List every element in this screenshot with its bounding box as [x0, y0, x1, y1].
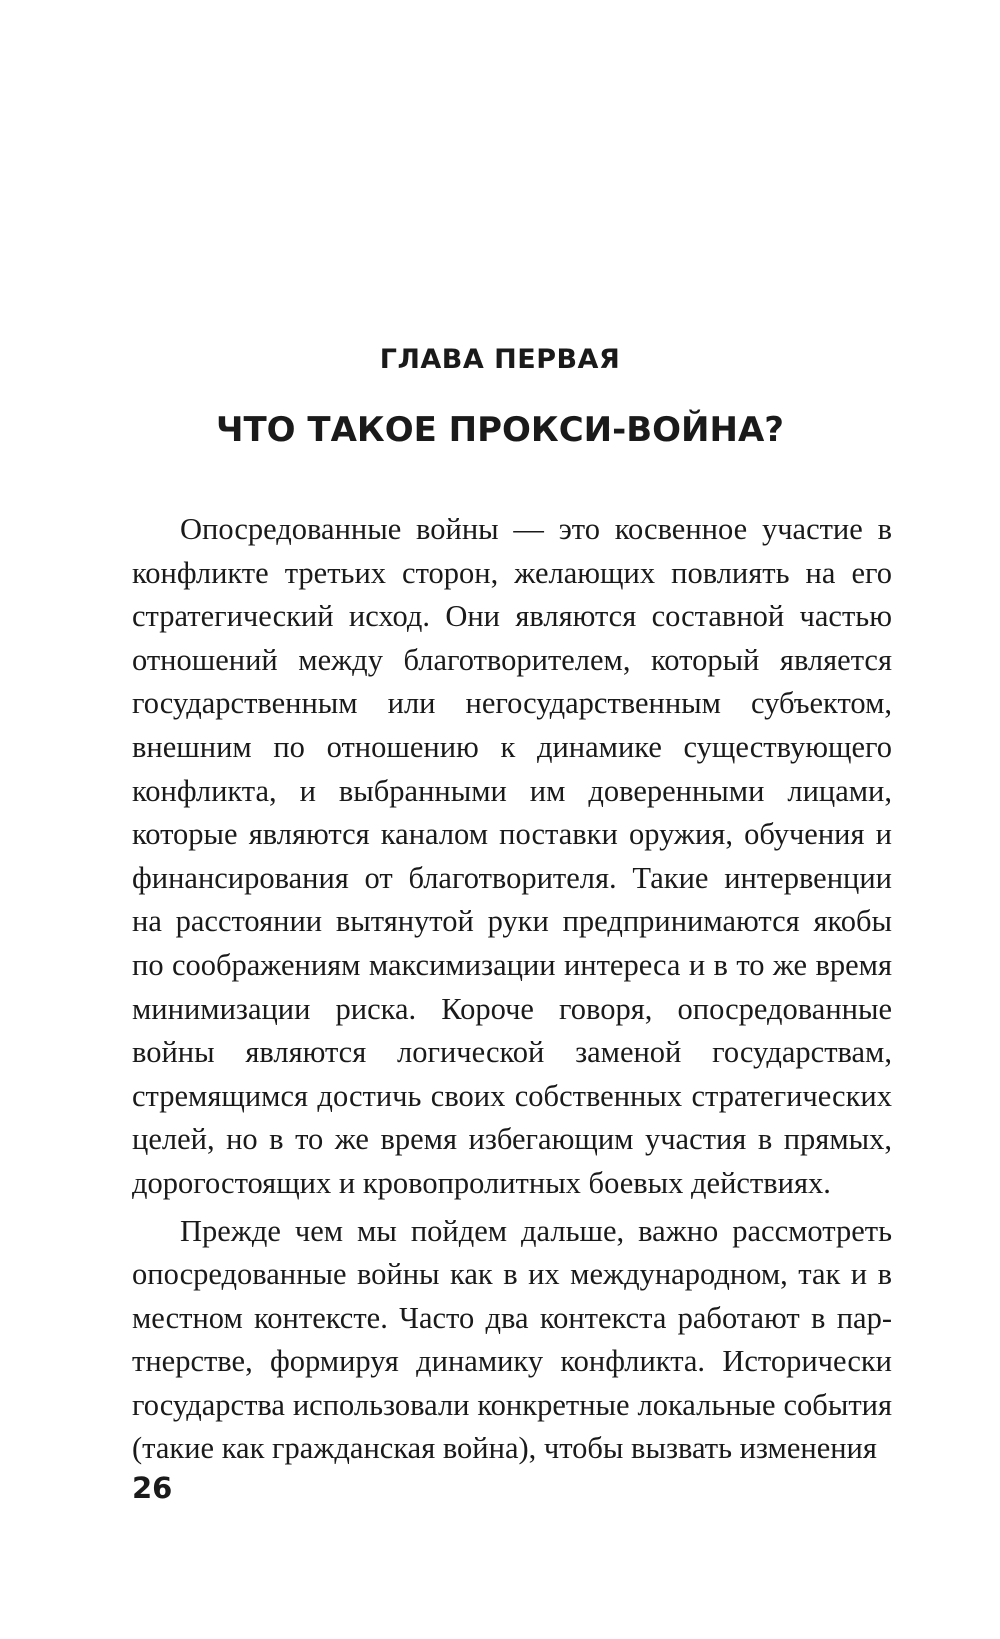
page-number: 26 — [132, 1471, 173, 1505]
body-text — [132, 508, 892, 1475]
paragraph: Прежде чем мы пойдем дальше, важно рассмотреть опосредованные войны как в их международном, так и в местном контексте. Часто два контекста работают в партнерстве, формируя динамику конфликта. Исторически государства использовали конкретные локальные события (такие как гражданская война), чтобы вызвать изменения — [132, 1213, 892, 1466]
chapter-title: ЧТО ТАКОЕ ПРОКСИ-ВОЙНА? — [215, 410, 785, 450]
paragraph: Опосредованные войны — это косвенное участие в конфликте третьих сторон, желающих повлиять на его стратегический исход. Они являются составной частью отношений между благотворителем, который является государственным или негосударственным субъектом, внешним по отношению к динамике существующего конфликта, и выбранными им доверенными лицами, которые являются каналом поставки оружия, обучения и финансирования от благотворителя. Такие интервенции на расстоянии вытянутой руки предпринимаются якобы по соображениям максимизации интереса и в то же время минимизации риска. Короче говоря, опосредованные войны являются логической заменой государствам, стремящимся достичь своих собственных стратегических целей, но в то же время избегающим участия в прямых, дорогостоящих и кровопролитных боевых действиях. — [132, 512, 892, 1200]
chapter-label: ГЛАВА ПЕРВАЯ — [379, 344, 621, 375]
